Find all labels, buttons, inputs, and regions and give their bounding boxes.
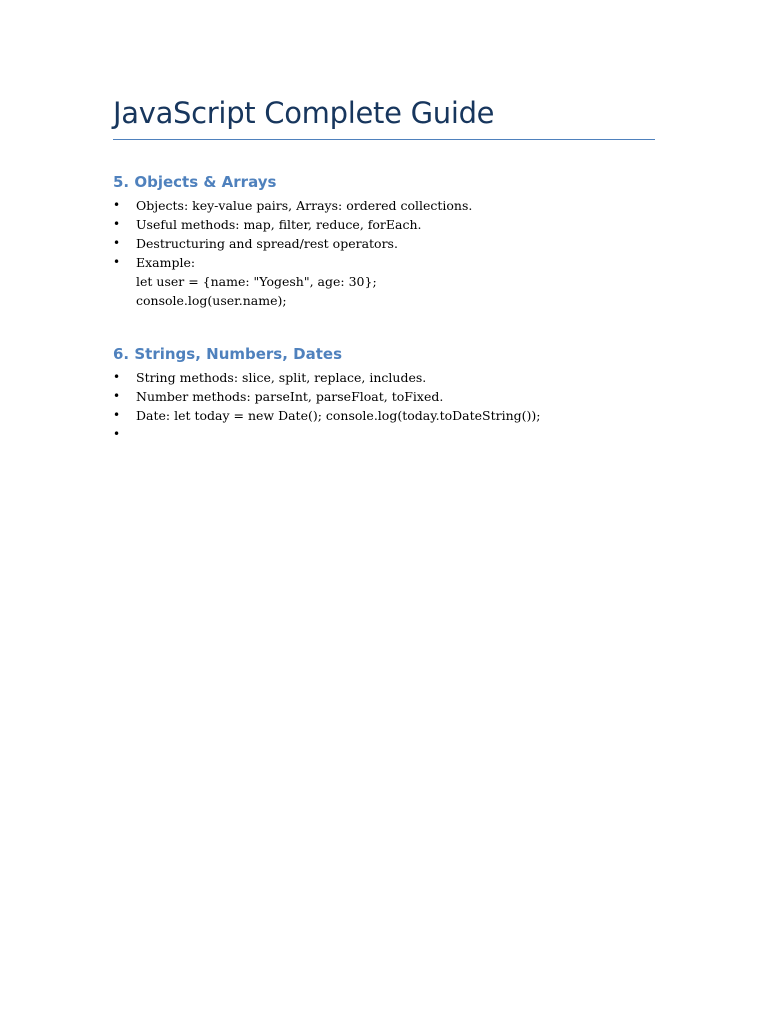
list-item-text: Objects: key-value pairs, Arrays: ordered collections. <box>136 198 473 213</box>
list-item-empty <box>113 425 673 444</box>
list-item-text: Destructuring and spread/rest operators. <box>136 236 398 251</box>
list-item <box>113 368 673 387</box>
bullet-icon: • <box>113 370 121 384</box>
bullet-list-strings-numbers-dates <box>113 368 673 444</box>
document-title: JavaScript Complete Guide <box>113 96 495 130</box>
title-underline-rule <box>113 139 655 140</box>
list-item-text: Date: let today = new Date(); console.log(today.toDateString()); <box>136 408 541 423</box>
section-heading-objects-arrays: 5. Objects & Arrays <box>113 173 277 191</box>
bullet-icon: • <box>113 255 121 269</box>
bullet-icon: • <box>113 236 121 250</box>
list-item <box>113 387 673 406</box>
example-code-line: console.log(user.name); <box>136 293 287 308</box>
example-label: Example: <box>136 255 196 270</box>
bullet-list-objects-arrays <box>113 196 673 310</box>
example-code-line: let user = {name: "Yogesh", age: 30}; <box>136 274 377 289</box>
list-item <box>113 234 673 253</box>
bullet-icon: • <box>113 389 121 403</box>
bullet-icon: • <box>113 408 121 422</box>
list-item-text: Number methods: parseInt, parseFloat, toFixed. <box>136 389 444 404</box>
list-item-text: String methods: slice, split, replace, includes. <box>136 370 427 385</box>
list-item-text: Useful methods: map, filter, reduce, forEach. <box>136 217 422 232</box>
bullet-icon: • <box>113 198 121 212</box>
list-item <box>113 406 673 425</box>
list-item <box>113 215 673 234</box>
list-item <box>113 196 673 215</box>
list-item-example <box>113 253 673 310</box>
bullet-icon: • <box>113 217 121 231</box>
section-heading-strings-numbers-dates: 6. Strings, Numbers, Dates <box>113 345 342 363</box>
bullet-icon: • <box>113 427 121 441</box>
